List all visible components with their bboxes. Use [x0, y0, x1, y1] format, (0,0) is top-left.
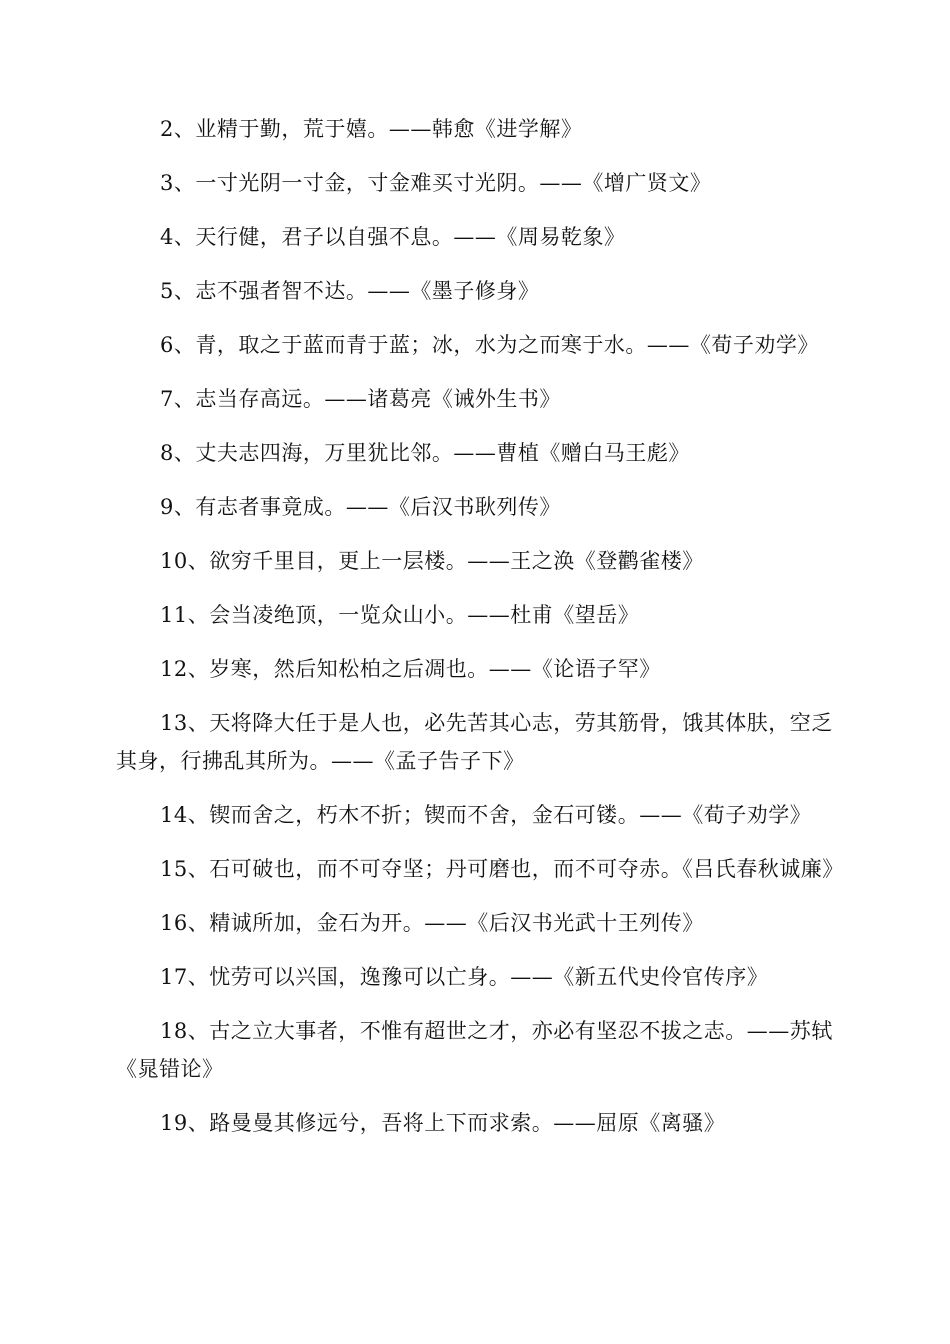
quote-item: 3、一寸光阴一寸金，寸金难买寸光阴。——《增广贤文》	[160, 171, 712, 195]
quote-item: 16、精诚所加，金石为开。——《后汉书光武十王列传》	[160, 911, 704, 935]
quote-item: 8、丈夫志四海，万里犹比邻。——曹植《赠白马王彪》	[160, 441, 690, 465]
quote-item: 7、志当存高远。——诸葛亮《诫外生书》	[160, 387, 561, 411]
quote-item: 15、石可破也，而不可夺坚；丹可磨也，而不可夺赤。《吕氏春秋诚廉》	[160, 857, 844, 881]
quote-item: 11、会当凌绝顶，一览众山小。——杜甫《望岳》	[160, 603, 640, 627]
quote-item: 18、古之立大事者，不惟有超世之才，亦必有坚忍不拔之志。——苏轼《晁错论》	[116, 1019, 833, 1081]
quote-item: 19、路曼曼其修远兮，吾将上下而求索。——屈原《离骚》	[160, 1111, 726, 1135]
quote-item: 17、忧劳可以兴国，逸豫可以亡身。——《新五代史伶官传序》	[160, 965, 769, 989]
quote-item: 4、天行健，君子以自强不息。——《周易乾象》	[160, 225, 626, 249]
quote-item: 2、业精于勤，荒于嬉。——韩愈《进学解》	[160, 117, 583, 141]
quote-item: 10、欲穷千里目，更上一层楼。——王之涣《登鹳雀楼》	[160, 549, 704, 573]
quote-item: 5、志不强者智不达。——《墨子修身》	[160, 279, 540, 303]
quote-list	[116, 110, 844, 1158]
quote-item: 14、锲而舍之，朽木不折；锲而不舍，金石可镂。——《荀子劝学》	[160, 803, 812, 827]
quote-item: 12、岁寒，然后知松柏之后凋也。——《论语子罕》	[160, 657, 661, 681]
quote-item: 6、青，取之于蓝而青于蓝；冰，水为之而寒于水。——《荀子劝学》	[160, 333, 819, 357]
quote-item: 9、有志者事竟成。——《后汉书耿列传》	[160, 495, 561, 519]
quote-item: 13、天将降大任于是人也，必先苦其心志，劳其筋骨，饿其体肤，空乏其身，行拂乱其所为。——《孟子告子下》	[116, 711, 833, 773]
